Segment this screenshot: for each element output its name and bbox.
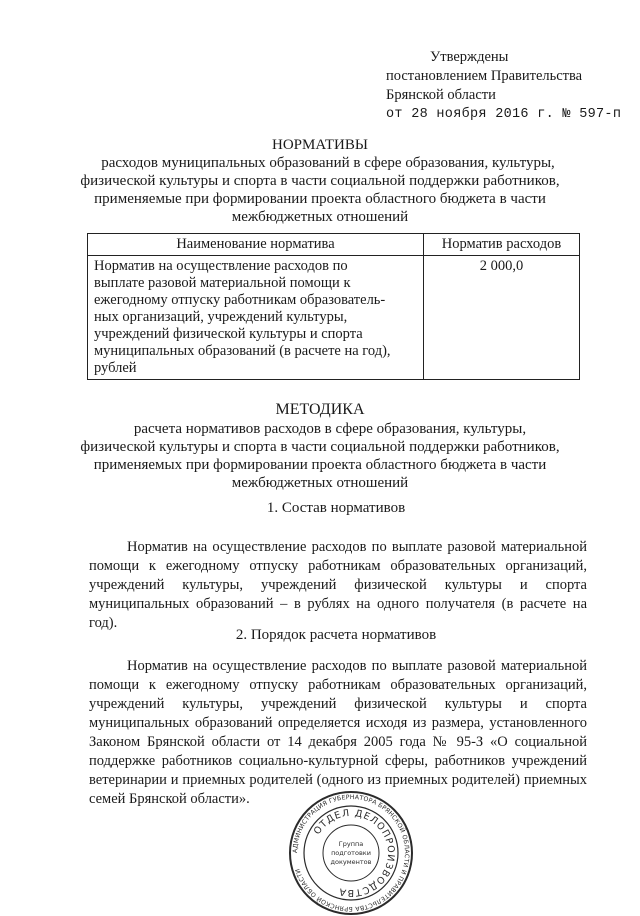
- section-2-heading: 2. Порядок расчета нормативов: [235, 627, 437, 643]
- table-header-value: Норматив расходов: [424, 234, 580, 256]
- normatives-subtitle-line: применяемые при формировании проекта областного бюджета в части: [94, 191, 546, 207]
- normatives-subtitle-line: физической культуры и спорта в части социальной поддержки работников,: [80, 173, 560, 189]
- table-cell-name-line: выплате разовой материальной помощи к: [94, 275, 351, 291]
- normatives-table: [87, 233, 580, 380]
- table-header-name: Наименование норматива: [88, 234, 424, 256]
- methodology-subtitle-line: межбюджетных отношений: [231, 475, 409, 491]
- methodology-subtitle-line: физической культуры и спорта в части социальной поддержки работников,: [80, 439, 560, 455]
- section-1-paragraph: [89, 538, 587, 633]
- methodology-subtitle-line: применяемых при формировании проекта областного бюджета в части: [93, 457, 547, 473]
- section-2-paragraph: [89, 657, 587, 809]
- approval-decree: постановлением Правительства: [386, 68, 583, 84]
- table-cell-name-line: ных организаций, учреждений культуры,: [94, 309, 348, 325]
- svg-text:документов: документов: [330, 858, 372, 866]
- table-cell-name-line: ежегодному отпуску работникам образователь-: [94, 292, 386, 308]
- normatives-subtitle-line: расходов муниципальных образований в сфере образования, культуры,: [101, 155, 555, 171]
- section-2-text: Норматив на осуществление расходов по выплате разовой материальной помощи к ежегодному отпуску работникам образовательных организаций, учреждений культуры, учреждений физической культуры и спорта муниципальных образований определяется исходя из размера, установленного Законом Брянской области от 14 декабря 2005 года № 95-З «О социальной поддержке работников социально-культурной сферы, работников учреждений ветеринарии и приемных родителей (одного из приемных родителей) приемных семей Брянской области».: [89, 658, 587, 807]
- table-cell-value: 2 000,0: [424, 256, 580, 380]
- table-cell-name-line: учреждений физической культуры и спорта: [94, 326, 363, 342]
- department-stamp: [288, 790, 414, 916]
- table-row: [88, 256, 580, 380]
- table-cell-name-line: Норматив на осуществление расходов по: [94, 258, 348, 274]
- svg-text:подготовки: подготовки: [331, 849, 371, 857]
- svg-text:Группа: Группа: [338, 840, 364, 848]
- stamp-outer-text: АДМИНИСТРАЦИЯ ГУБЕРНАТОРА БРЯНСКОЙ ОБЛАСТИ И ПРАВИТЕЛЬСТВА БРЯНСКОЙ ОБЛАСТИ: [291, 793, 411, 913]
- methodology-title: МЕТОДИКА: [275, 401, 365, 418]
- stamp-inner-text: ОТДЕЛ ДЕЛОПРОИЗВОДСТВА: [311, 807, 397, 899]
- section-1-heading: 1. Состав нормативов: [266, 500, 406, 516]
- approval-title: Утверждены: [430, 49, 509, 65]
- approval-block: [386, 48, 621, 124]
- methodology-subtitle-line: расчета нормативов расходов в сфере образования, культуры,: [133, 421, 527, 437]
- table-cell-name: [88, 256, 424, 380]
- table-header-row: [88, 234, 580, 256]
- normatives-subtitle-line: межбюджетных отношений: [231, 209, 409, 225]
- table-cell-name-line: рублей: [94, 360, 137, 376]
- normatives-title: НОРМАТИВЫ: [272, 137, 368, 153]
- table-cell-name-line: муниципальных образований (в расчете на год),: [94, 343, 391, 359]
- approval-date-number: от 28 ноября 2016 г. № 597-п: [386, 107, 622, 122]
- stamp-center-text: [331, 840, 372, 866]
- approval-region: Брянской области: [386, 87, 496, 103]
- section-1-text: Норматив на осуществление расходов по выплате разовой материальной помощи к ежегодному отпуску работникам образовательных организаций, учреждений культуры, учреждений физической культуры и спорта муниципальных образований – в рублях на одного получателя (в расчете на год).: [89, 539, 587, 631]
